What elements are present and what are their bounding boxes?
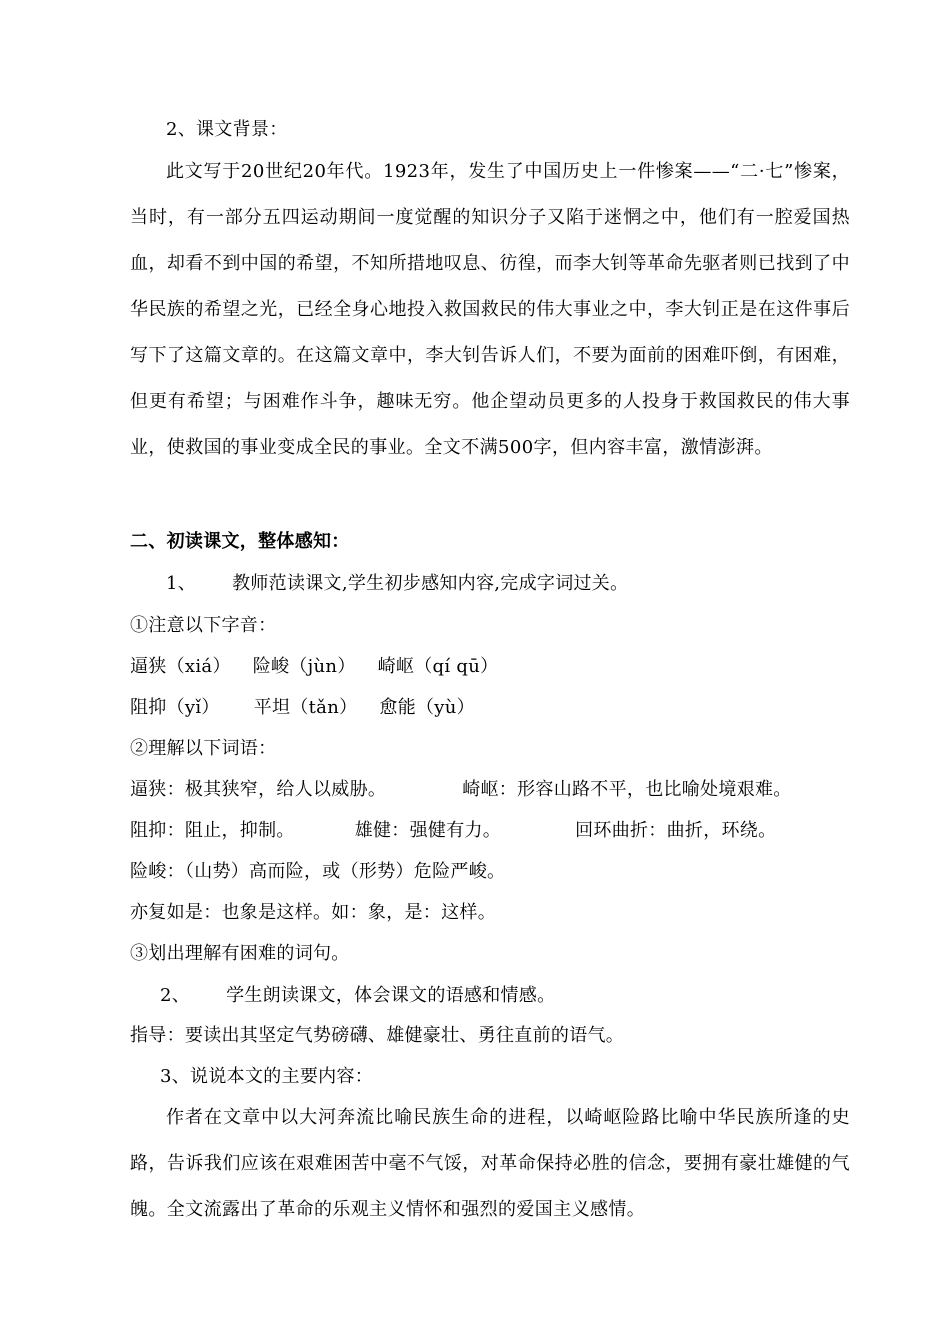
pronunciation-item: 阻抑（yǐ） xyxy=(130,697,220,718)
step-2-text: 学生朗读课文，体会课文的语感和情感。 xyxy=(226,985,556,1006)
pronunciation-item: 逼狭（xiá） xyxy=(130,656,231,677)
vocabulary-row-4: 亦复如是：也象是这样。如：象，是：这样。 xyxy=(130,902,496,923)
step-2-number: 2、 xyxy=(160,985,191,1006)
step-1-text: 教师范读课文,学生初步感知内容,完成字词过关。 xyxy=(232,573,629,594)
pronunciation-heading: ①注意以下字音： xyxy=(130,615,277,636)
main-content-summary: 作者在文章中以大河奔流比喻民族生命的进程，以崎岖险路比喻中华民族所逢的史路，告诉我们应该在艰难困苦中毫不气馁，对革命保持必胜的信念，要拥有豪壮雄健的气魄。全文流露出了革命的乐观主义情怀和强烈的爱国主义感情。 xyxy=(130,1107,850,1220)
vocabulary-row-2 xyxy=(130,820,776,842)
background-paragraph: 此文写于20世纪20年代。1923年，发生了中国历史上一件惨案——“二·七”惨案，当时，有一部分五四运动期间一度觉醒的知识分子又陷于迷惘之中，他们有一腔爱国热血，却看不到中国的希望，不知所措地叹息、彷徨，而李大钊等革命先驱者则已找到了中华民族的希望之光，已经全身心地投入救国救民的伟大事业之中，李大钊正是在这件事后写下了这篇文章的。在这篇文章中，李大钊告诉人们，不要为面前的困难吓倒，有困难，但更有希望；与困难作斗争，趣味无穷。他企望动员更多的人投身于救国救民的伟大事业，使救国的事业变成全民的事业。全文不满500字，但内容丰富，激情澎湃。 xyxy=(130,161,850,458)
vocabulary-item: 崎岖：形容山路不平，也比喻处境艰难。 xyxy=(462,779,792,800)
mark-difficult-words: ③划出理解有困难的词句。 xyxy=(130,943,350,964)
step-2 xyxy=(160,985,555,1007)
pronunciation-item: 崎岖（qí qū） xyxy=(377,656,499,677)
step-1 xyxy=(166,573,628,595)
vocabulary-heading: ②理解以下词语： xyxy=(130,738,277,759)
pronunciation-item: 平坦（tǎn） xyxy=(253,697,358,718)
pronunciation-row-1 xyxy=(130,656,498,678)
vocabulary-item: 回环曲折：曲折，环绕。 xyxy=(575,820,777,841)
reading-guidance: 指导：要读出其坚定气势磅礴、雄健豪壮、勇往直前的语气。 xyxy=(130,1025,625,1046)
pronunciation-item: 愈能（yù） xyxy=(379,697,475,718)
pronunciation-row-2 xyxy=(130,697,475,719)
section-heading-first-reading: 二、初读课文，整体感知： xyxy=(130,531,350,552)
vocabulary-item: 雄健：强健有力。 xyxy=(354,820,502,841)
background-heading: 2、课文背景： xyxy=(166,119,288,140)
step-1-number: 1、 xyxy=(166,573,197,594)
pronunciation-item: 险峻（jùn） xyxy=(252,656,356,677)
step-3: 3、说说本文的主要内容： xyxy=(160,1066,374,1087)
vocabulary-row-3: 险峻：（山势）高而险，或（形势）危险严峻。 xyxy=(130,861,506,882)
vocabulary-row-1 xyxy=(130,779,792,801)
vocabulary-item: 逼狭：极其狭窄，给人以威胁。 xyxy=(130,779,387,800)
vocabulary-item: 阻抑：阻止，抑制。 xyxy=(130,820,295,841)
